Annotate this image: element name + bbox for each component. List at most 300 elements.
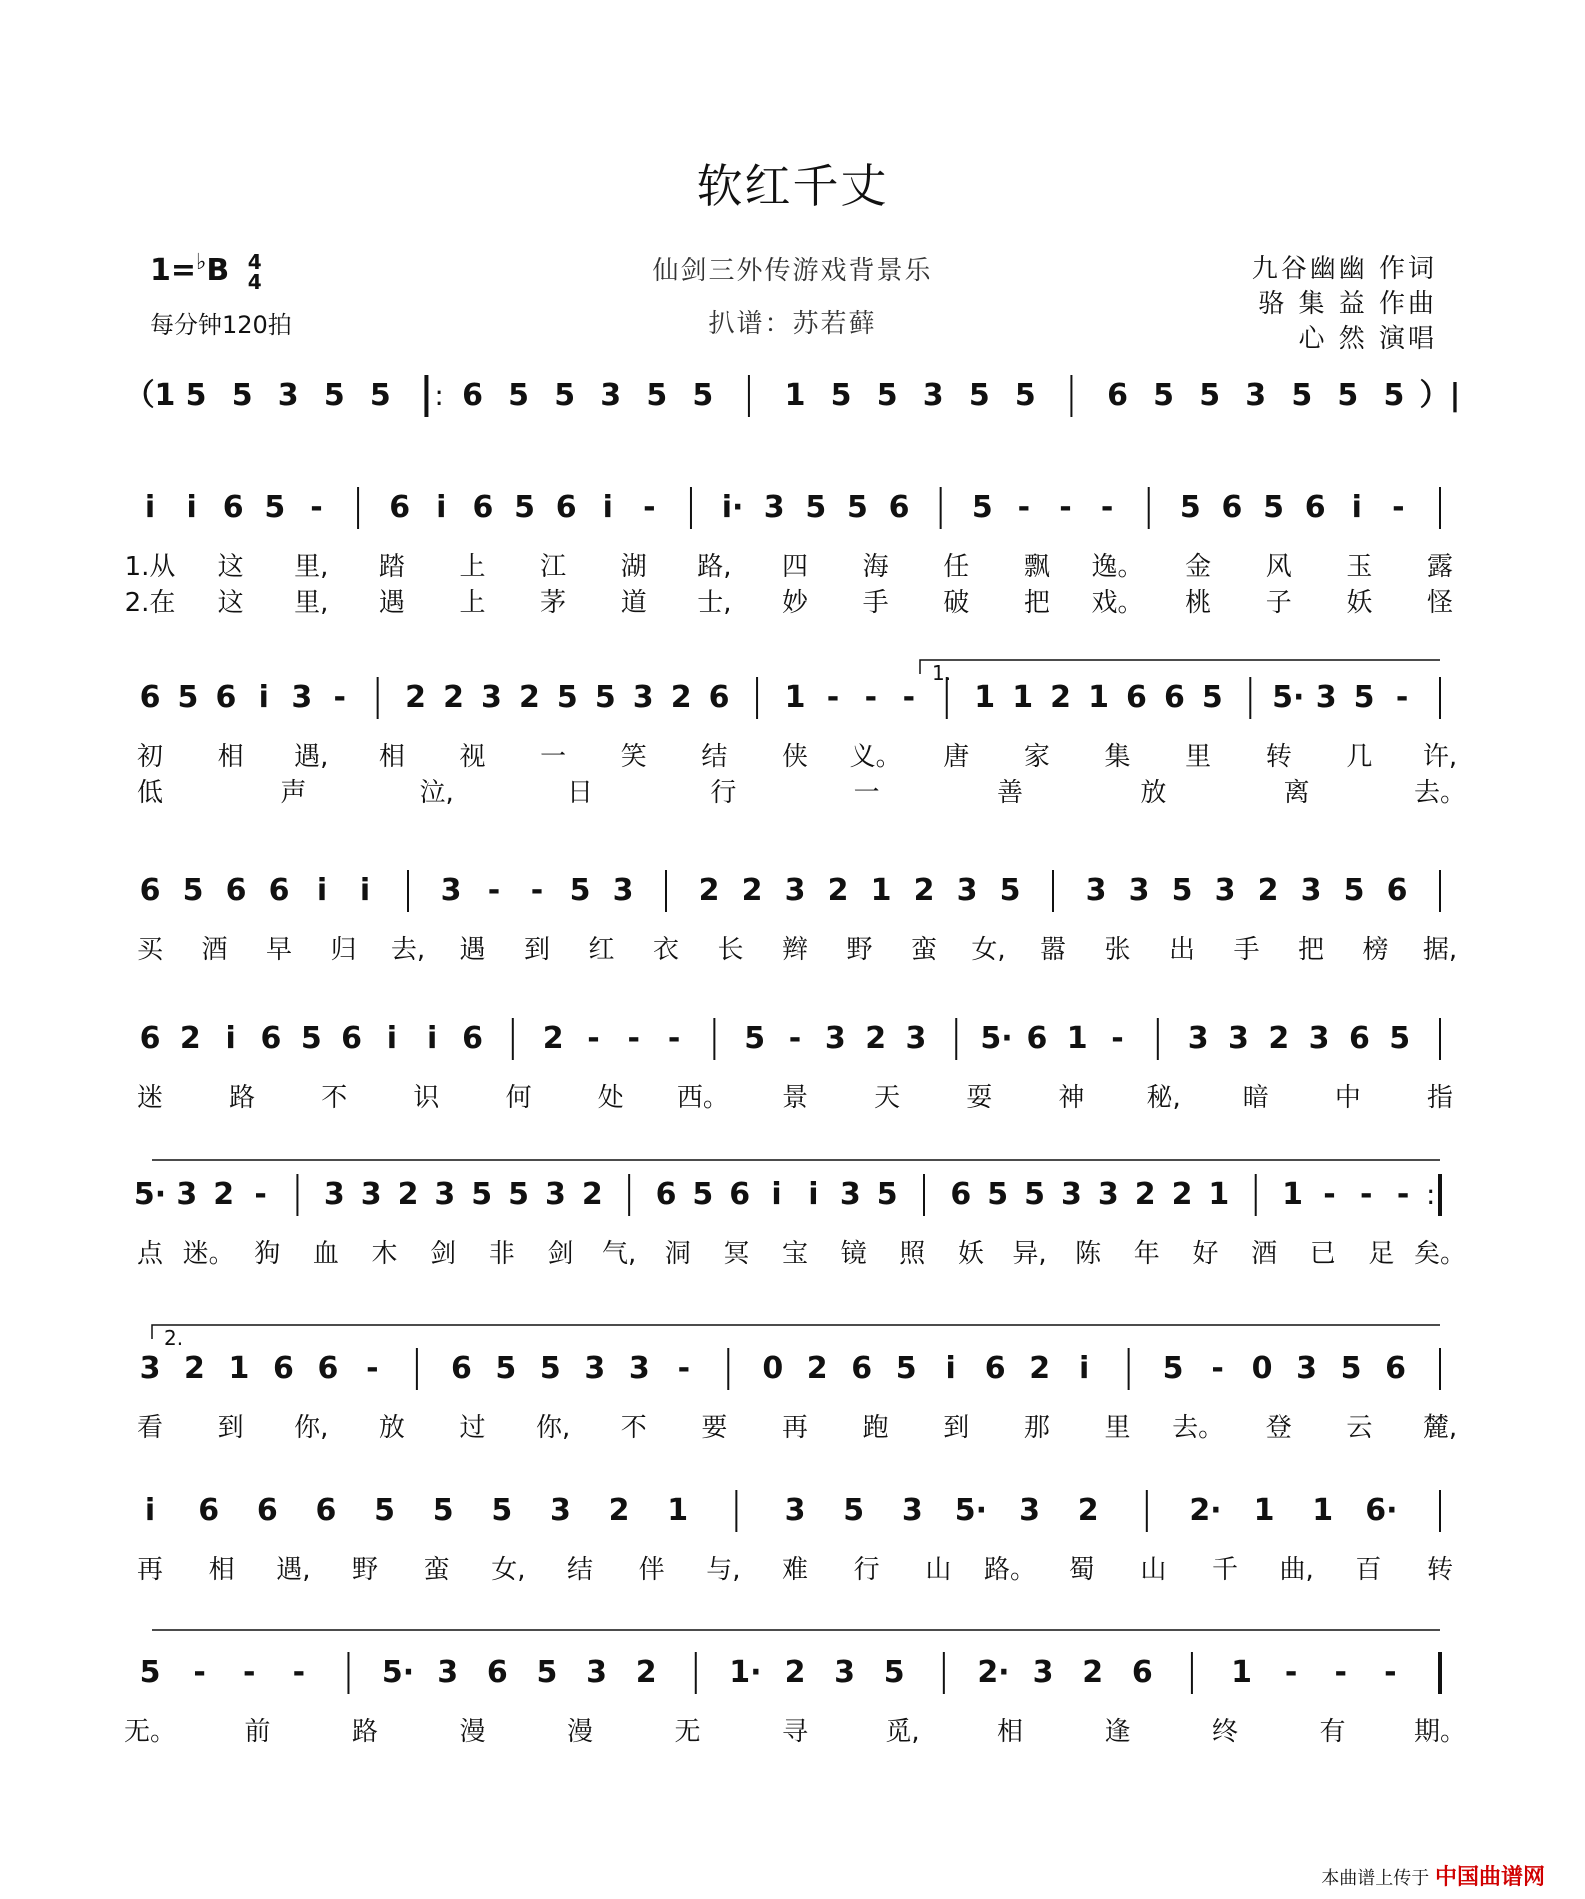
lyric-char: 矣。 [1413, 1239, 1467, 1269]
note: 5 [231, 378, 253, 413]
note: 3 [586, 1655, 607, 1690]
note: 2 [1050, 680, 1072, 715]
note: 6 [260, 1021, 282, 1056]
lyric-char: 放 [1140, 778, 1167, 808]
flat-sign: ♭ [196, 250, 207, 275]
note: 6 [273, 1351, 294, 1386]
lyric-char: 里 [1104, 1413, 1131, 1443]
note: 3 [824, 1021, 846, 1056]
note: 6 [486, 1655, 508, 1690]
lyric-char: 遇 [378, 588, 405, 618]
note: 5 [182, 873, 204, 908]
note: 5 [646, 378, 668, 413]
note: 2 [1077, 1493, 1099, 1528]
note: 1 [228, 1351, 250, 1386]
lyric-char: 冥 [723, 1239, 750, 1269]
note: 5 [968, 378, 990, 413]
note: - [1100, 490, 1114, 525]
lyric-char: 不 [321, 1083, 348, 1113]
lyric-char: 辫 [781, 935, 809, 965]
transcriber: 扒谱：苏若藓 [708, 309, 877, 339]
note: ）| [1419, 378, 1461, 413]
note: 5· [133, 1177, 167, 1212]
note: 6 [888, 490, 910, 525]
note: 3 [600, 378, 622, 413]
note: 5 [508, 378, 530, 413]
note: 6 [225, 873, 247, 908]
note: 3 [1097, 1177, 1119, 1212]
note: 3 [1032, 1655, 1054, 1690]
note: 2 [1257, 873, 1279, 908]
lyric-char: 把 [1023, 588, 1050, 618]
note: - [864, 680, 878, 715]
lyric-char: 过 [459, 1413, 486, 1443]
score-title: 软红千丈 [696, 159, 889, 213]
note: （1 [124, 378, 176, 413]
note: - [587, 1021, 600, 1056]
lyric-char: 几 [1346, 742, 1373, 772]
note: 2 [443, 680, 464, 715]
lyric-char: 妖 [957, 1239, 984, 1269]
note: i [144, 1493, 156, 1528]
note: - [530, 873, 544, 908]
note: 6 [139, 873, 161, 908]
note: 6 [1131, 1655, 1153, 1690]
time-bottom: 4 [247, 269, 262, 294]
note: 6 [1107, 378, 1128, 413]
note: 2 [405, 680, 427, 715]
lyric-char: 木 [371, 1239, 398, 1269]
lyric-char: 已 [1309, 1239, 1336, 1269]
note: 2 [827, 873, 849, 908]
note: 6 [655, 1177, 677, 1212]
volta-bracket [920, 660, 1440, 674]
note: 1 [1282, 1177, 1304, 1212]
lyric-char: 看 [136, 1413, 164, 1443]
note: 3 [1128, 873, 1150, 908]
lyric-char: 离 [1283, 778, 1310, 808]
note: 3 [905, 1021, 927, 1056]
lyric-char: 无 [674, 1717, 701, 1747]
note: 5 [569, 873, 591, 908]
lyric-char: 异, [1012, 1239, 1047, 1269]
note: 2· [977, 1655, 1010, 1690]
note: 6 [317, 1351, 339, 1386]
lyric-char: 年 [1133, 1239, 1160, 1269]
note: 5 [692, 1177, 714, 1212]
lyric-char: 笑 [620, 742, 647, 772]
lyric-char: 路 [351, 1717, 379, 1747]
note: 5 [536, 1655, 558, 1690]
note: 5 [1291, 378, 1313, 413]
note: 3 [839, 1177, 861, 1212]
note: 5 [1171, 873, 1193, 908]
lyric-char: 酒 [201, 935, 228, 965]
note: 5· [1272, 680, 1305, 715]
note: - [1334, 1655, 1347, 1690]
note: i [945, 1351, 956, 1386]
note: 0 [762, 1351, 784, 1386]
lyric-char: 归 [330, 935, 357, 965]
lyric-char: 初 [136, 742, 164, 772]
note: 3 [277, 378, 299, 413]
lyric-char: 野 [351, 1555, 379, 1585]
note: 5 [883, 1655, 905, 1690]
note: 6 [256, 1493, 278, 1528]
note: i [1078, 1351, 1090, 1386]
lyric-char: 神 [1058, 1083, 1085, 1113]
lyric-char: 江 [540, 552, 567, 582]
lyric-char: 出 [1168, 935, 1196, 965]
lyric-char: 蛮 [423, 1555, 450, 1585]
note: 2 [784, 1655, 806, 1690]
lyric-char: 戏。 [1091, 588, 1144, 618]
lyric-char: 漫 [459, 1717, 486, 1747]
lyric-char: 曲, [1279, 1555, 1314, 1585]
lyric-char: 红 [588, 935, 615, 965]
lyric-char: 据, [1422, 935, 1458, 965]
note: 5 [594, 680, 616, 715]
note: 5 [1340, 1351, 1362, 1386]
note: 6 [1385, 1351, 1406, 1386]
lyric-char: 何 [505, 1083, 532, 1113]
note: 5 [876, 378, 898, 413]
lyric-char: 你, [294, 1413, 329, 1443]
lyric-char: 迷 [136, 1083, 164, 1113]
note: 6 [555, 490, 577, 525]
note: 3 [176, 1177, 198, 1212]
note: 6· [1365, 1493, 1398, 1528]
note: 2 [1134, 1177, 1156, 1212]
lyric-char: 路。 [983, 1555, 1037, 1585]
volta-label: 2. [164, 1326, 184, 1350]
key-note: B [206, 253, 230, 288]
lyric-char: 侠 [781, 742, 809, 772]
lyric-char: 结 [701, 742, 728, 772]
note: 1 [1231, 1655, 1252, 1690]
lyric-char: 视 [459, 742, 486, 772]
lyric-char: 山 [925, 1555, 952, 1585]
note: 6 [139, 680, 161, 715]
note: 2· [1189, 1493, 1222, 1528]
lyric-char: 长 [717, 935, 744, 965]
lyric-char: 1.从 [124, 552, 176, 582]
note: 5 [432, 1493, 454, 1528]
note: 3 [956, 873, 978, 908]
lyric-char: 玉 [1346, 552, 1373, 582]
note: 3 [1300, 873, 1322, 908]
lyric-char: 早 [265, 935, 293, 965]
lyric-char: 中 [1334, 1083, 1361, 1113]
lyric-char: 衣 [652, 935, 680, 965]
note: 5 [264, 490, 286, 525]
lyric-char: 到 [217, 1413, 244, 1443]
note: 0 [1251, 1351, 1273, 1386]
note: 5 [1389, 1021, 1411, 1056]
note: 1 [1208, 1177, 1230, 1212]
note: 3 [434, 1177, 456, 1212]
lyric-char: 那 [1023, 1413, 1050, 1443]
tempo-marking: 每分钟120拍 [150, 311, 292, 339]
note: - [677, 1351, 691, 1386]
lyric-char: 逢 [1104, 1717, 1131, 1747]
lyric-char: 不 [620, 1413, 647, 1443]
note: - [902, 680, 916, 715]
note: 6 [729, 1177, 751, 1212]
lyric-char: 伴 [638, 1555, 665, 1585]
lyric-char: 天 [874, 1083, 901, 1113]
note: i [144, 490, 156, 525]
note: 5 [508, 1177, 530, 1212]
note: 5 [971, 490, 993, 525]
note: 5 [554, 378, 576, 413]
note: i [359, 873, 371, 908]
lyric-char: 子 [1265, 588, 1292, 618]
lyric-char: 耍 [966, 1083, 993, 1113]
note: - [1396, 1177, 1410, 1212]
lyric-char: 遇 [459, 935, 486, 965]
note: 6 [708, 680, 730, 715]
note: 1 [784, 680, 806, 715]
note: - [1059, 490, 1072, 525]
lyric-char: 相 [208, 1555, 235, 1585]
lyric-char: 你, [535, 1413, 571, 1443]
lyric-char: 漫 [566, 1717, 594, 1747]
lyric-char: 剑 [547, 1239, 574, 1269]
lyric-char: 要 [701, 1413, 728, 1443]
note: - [193, 1655, 206, 1690]
note: 2 [518, 680, 540, 715]
note: 5 [369, 378, 391, 413]
lyric-char: 相 [217, 742, 244, 772]
note: 1 [784, 378, 806, 413]
note: i [225, 1021, 236, 1056]
note: 5 [1343, 873, 1365, 908]
note: 6 [268, 873, 290, 908]
singer-credit: 心 然 演唱 [1298, 324, 1437, 354]
lyric-char: 非 [488, 1239, 515, 1269]
lyric-char: 手 [862, 588, 889, 618]
lyric-char: 登 [1265, 1413, 1292, 1443]
note: 5 [1014, 378, 1036, 413]
lyric-char: 点 [136, 1239, 164, 1269]
lyric-char: 上 [459, 588, 486, 618]
lyric-char: 路, [697, 552, 732, 582]
note: 5 [987, 1177, 1009, 1212]
lyric-char: 秘, [1146, 1083, 1181, 1113]
note: 3 [139, 1351, 161, 1386]
note: 2 [670, 680, 692, 715]
note: - [1284, 1655, 1298, 1690]
lyric-char: 终 [1211, 1717, 1239, 1747]
note: 6 [1163, 680, 1185, 715]
note: - [1392, 490, 1405, 525]
lyric-char: 相 [996, 1717, 1024, 1747]
note: 6 [215, 680, 237, 715]
lyric-char: 转 [1265, 742, 1292, 772]
note: - [1323, 1177, 1336, 1212]
note: 6 [1304, 490, 1326, 525]
note: 3 [1085, 873, 1107, 908]
lyric-char: 善 [996, 778, 1024, 808]
note: 5 [1353, 680, 1375, 715]
note: 6 [198, 1493, 220, 1528]
lyric-char: 景 [781, 1083, 809, 1113]
note: i [386, 1021, 398, 1056]
lyric-char: 路 [229, 1083, 256, 1113]
note: - [667, 1021, 681, 1056]
lyric-char: 把 [1297, 935, 1325, 965]
lyric-char: 许, [1422, 742, 1458, 772]
note: 2 [397, 1177, 419, 1212]
note: 5· [954, 1493, 988, 1528]
lyric-char: 泣, [419, 778, 454, 808]
note: 1 [1066, 1021, 1088, 1056]
lyric-char: 血 [312, 1239, 339, 1269]
note: 5 [1337, 378, 1359, 413]
note: 5 [556, 680, 578, 715]
lyric-char: 好 [1192, 1239, 1219, 1269]
lyric-char: 踏 [378, 552, 405, 582]
lyric-char: 女, [971, 935, 1006, 965]
note: 3 [323, 1177, 345, 1212]
note: 3 [612, 873, 634, 908]
note: 1 [1012, 680, 1034, 715]
note: 1 [667, 1493, 689, 1528]
lyric-char: 识 [413, 1083, 440, 1113]
lyric-char: 海 [862, 552, 889, 582]
volta-bracket [152, 1325, 1440, 1339]
lyricist-credit: 九谷幽幽 作词 [1251, 254, 1437, 284]
note: 6 [1026, 1021, 1048, 1056]
lyric-char: 榜 [1362, 935, 1389, 965]
note: 3 [440, 873, 462, 908]
lyric-char: 里, [294, 552, 329, 582]
note: 3 [584, 1351, 606, 1386]
lyric-char: 上 [459, 552, 486, 582]
note: 5 [323, 378, 345, 413]
note: 2 [806, 1351, 828, 1386]
note: 5 [830, 378, 852, 413]
note: 3 [784, 873, 806, 908]
lyric-char: 跑 [862, 1413, 889, 1443]
note: 3 [437, 1655, 459, 1690]
note: 6 [851, 1351, 873, 1386]
note: 5 [805, 490, 827, 525]
note: 5 [300, 1021, 322, 1056]
volta-label: 1. [932, 661, 952, 685]
lyric-char: 嚣 [1039, 935, 1067, 965]
note: 5· [381, 1655, 415, 1690]
footer-prefix: 本曲谱上传于 [1321, 1868, 1430, 1889]
lyric-char: 手 [1233, 935, 1260, 965]
lyric-char: 洞 [664, 1239, 691, 1269]
lyric-char: 遇, [276, 1555, 311, 1585]
lyric-char: 这 [217, 588, 244, 618]
site-logo: 中国曲谱网 [1434, 1865, 1545, 1890]
note: - [243, 1655, 256, 1690]
note: - [1211, 1351, 1224, 1386]
note: 2 [698, 873, 720, 908]
note: 5 [1199, 378, 1221, 413]
note: - [1111, 1021, 1124, 1056]
lyric-char: 与, [706, 1555, 741, 1585]
repeat-sign: : [1426, 1178, 1436, 1211]
note: 3 [763, 490, 785, 525]
note: 5 [1179, 490, 1201, 525]
note: - [627, 1021, 640, 1056]
note: i [186, 490, 197, 525]
note: 5 [514, 490, 535, 525]
lyric-char: 去。 [1413, 778, 1467, 808]
note: 2 [1029, 1351, 1051, 1386]
lyric-char: 士, [697, 588, 732, 618]
lyric-char: 足 [1368, 1239, 1395, 1269]
note: 6 [462, 378, 483, 413]
lyric-char: 去, [390, 935, 426, 965]
lyric-char: 一 [540, 742, 567, 772]
note: 5 [495, 1351, 517, 1386]
note: 2 [542, 1021, 564, 1056]
lyric-char: 湖 [620, 552, 647, 582]
note: 3 [1315, 680, 1337, 715]
lyric-char: 露 [1426, 552, 1454, 582]
key-prefix: 1= [150, 253, 197, 288]
note: 3 [632, 680, 654, 715]
note: 2 [741, 873, 763, 908]
lyric-char: 转 [1426, 1555, 1454, 1585]
note: 6 [389, 490, 411, 525]
lyric-char: 声 [280, 778, 307, 808]
note: 5 [374, 1493, 395, 1528]
note: 5 [1263, 490, 1284, 525]
lyric-char: 任 [943, 552, 970, 582]
lyric-char: 百 [1355, 1555, 1382, 1585]
note: 5 [1201, 680, 1223, 715]
note: 5· [980, 1021, 1013, 1056]
lyric-char: 期。 [1413, 1717, 1467, 1747]
note: 6 [315, 1493, 337, 1528]
lyric-char: 山 [1140, 1555, 1167, 1585]
note: 1 [1312, 1493, 1334, 1528]
lyric-char: 千 [1211, 1555, 1239, 1585]
note: 3 [550, 1493, 571, 1528]
note: 3 [834, 1655, 856, 1690]
note: 5 [846, 490, 868, 525]
note: 3 [1296, 1351, 1317, 1386]
lyric-char: 张 [1104, 935, 1131, 965]
note: 3 [481, 680, 502, 715]
lyric-char: 飘 [1023, 552, 1050, 582]
note: 6 [462, 1021, 483, 1056]
note: 3 [1214, 873, 1236, 908]
note: 3 [628, 1351, 650, 1386]
note: 6 [1126, 680, 1147, 715]
note: 1 [1088, 680, 1109, 715]
note: i [602, 490, 613, 525]
note: 2 [179, 1021, 201, 1056]
note: 6 [450, 1351, 472, 1386]
note: - [366, 1351, 379, 1386]
lyric-char: 怪 [1426, 588, 1454, 618]
note: 5 [876, 1177, 898, 1212]
lyric-char: 这 [217, 552, 244, 582]
lyric-char: 再 [781, 1413, 809, 1443]
lyric-char: 前 [244, 1717, 271, 1747]
note: 5 [744, 1021, 766, 1056]
subtitle: 仙剑三外传游戏背景乐 [652, 256, 933, 286]
lyric-char: 野 [846, 935, 873, 965]
